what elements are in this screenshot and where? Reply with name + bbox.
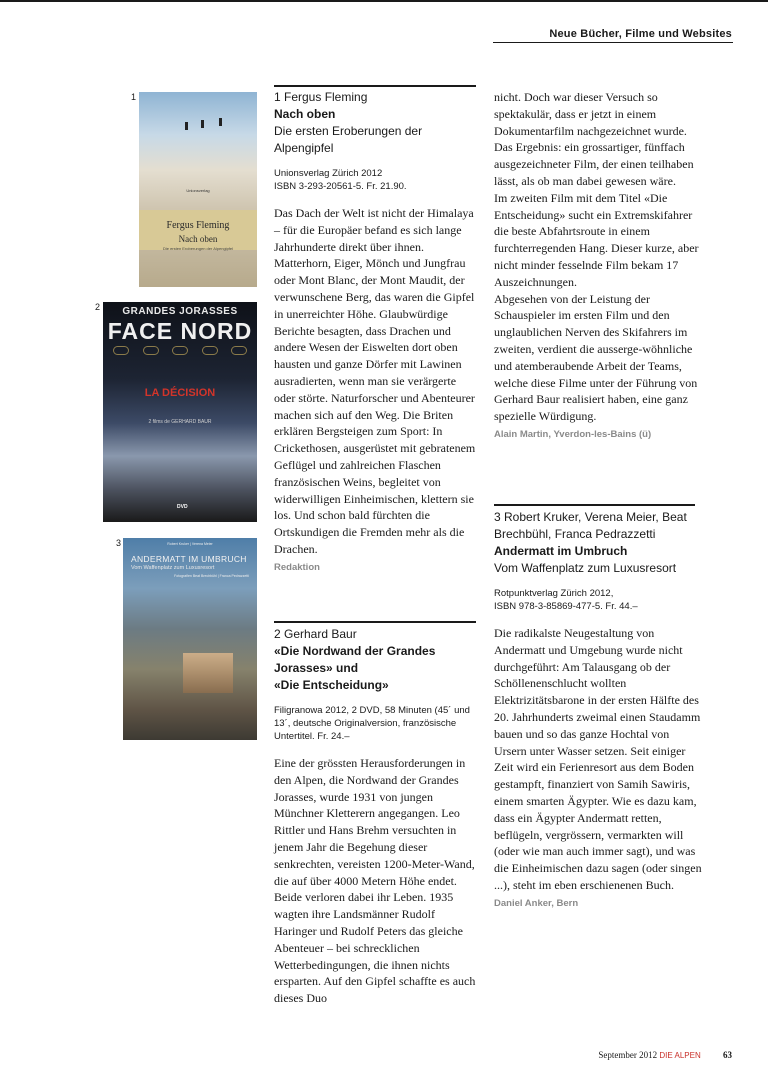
entry-3 xyxy=(494,509,704,909)
entry-3-subtitle: Vom Waffenplatz zum Luxusresort xyxy=(494,561,677,575)
cover-subtitle: Vom Waffenplatz zum Luxusresort xyxy=(131,565,215,571)
book-cover-andermatt xyxy=(123,538,257,740)
entry-2-title-line-2: Jorasses» und xyxy=(274,661,359,675)
entry-3-authors: 3 Robert Kruker, Verena Meier, Beat Brechbühl, Franca Pedrazzetti xyxy=(494,510,687,541)
laurel-icon xyxy=(143,346,159,355)
dvd-logo: DVD xyxy=(177,504,188,510)
entry-2-title-line-1: «Die Nordwand der Grandes xyxy=(274,644,436,658)
laurel-icon xyxy=(202,346,218,355)
entry-1-rule xyxy=(274,85,476,87)
entry-2-body: Eine der grössten Herausforderungen in den Alpen, die Nordwand der Grandes Jorasses, wurde 1931 von jungen Münchner Kletterern angegangen. Leo Rittler und Hans Brehm versuchten in jenem Jahr die Begehung dieser senkrechten, vereisten 1200-Meter-Wand, die auf über 4000 Metern Höhe endet. Beide verloren dabei ihr Leben. 1935 wagten ihre Landsmänner Rudolf Haringer und Rudolf Peters das gleiche Abenteuer – bei schrecklichen Wetterbedingungen, die ihnen nichts ersparten. Auf den Gipfel schaffte es auch dieses Duo xyxy=(274,756,476,1006)
entry-2 xyxy=(274,626,478,1007)
entry-3-signature: Daniel Anker, Bern xyxy=(494,897,579,909)
entry-2-author: 2 Gerhard Baur xyxy=(274,627,357,641)
cover-subtitle: Die ersten Eroberungen der Alpengipfel xyxy=(162,246,234,251)
footer-date: September 2012 xyxy=(598,1050,658,1060)
entry-2-rule xyxy=(274,621,476,623)
cover-photo-credit: Fotografien Beat Brechbühl | Franca Pedrazzetti xyxy=(174,574,249,578)
climber-figure xyxy=(201,120,204,128)
entry-1-signature: Redaktion xyxy=(274,561,320,573)
village-illustration xyxy=(183,653,233,693)
cover-number-2: 2 xyxy=(95,302,101,312)
cover-authors-small: Robert Kruker | Verena Meier xyxy=(167,542,213,546)
entry-1-publisher: Unionsverlag Zürich 2012 xyxy=(274,168,383,179)
entry-1-isbn: ISBN 3-293-20561-5. Fr. 21.90. xyxy=(274,181,407,192)
cover-publisher-small: Unionsverlag xyxy=(186,188,210,193)
cover-film-title: LA DÉCISION xyxy=(144,387,216,399)
entry-2-continued xyxy=(494,89,706,440)
award-laurels xyxy=(113,346,247,354)
entry-1 xyxy=(274,89,478,573)
section-title-underline xyxy=(493,42,733,43)
book-cover-nach-oben xyxy=(139,92,257,287)
cover-title: ANDERMATT IM UMBRUCH xyxy=(131,554,247,564)
entry-3-title: Andermatt im Umbruch xyxy=(494,544,628,558)
entry-3-isbn: ISBN 978-3-85869-477-5. Fr. 44.– xyxy=(494,601,638,612)
entry-2-publisher: Filigranowa 2012, 2 DVD, 58 Minuten (45´ und 13´, deutsche Originalversion, französische Untertitel. Fr. 24.– xyxy=(274,705,470,742)
entry-1-author: 1 Fergus Fleming xyxy=(274,90,368,104)
cover-title: Nach oben xyxy=(178,234,218,244)
footer-brand: DIE ALPEN xyxy=(659,1051,701,1060)
entry-2-title-line-3: «Die Entscheidung» xyxy=(274,678,389,692)
laurel-icon xyxy=(113,346,129,355)
entry-1-subtitle: Die ersten Eroberungen der Alpengipfel xyxy=(274,124,423,155)
top-rule xyxy=(0,0,768,2)
laurel-icon xyxy=(172,346,188,355)
entry-2-body-paragraph-3: Abgesehen von der Leistung der Schauspieler im ersten Film und den unglaublichen Nerven des Skifahrers im zweiten, verdient die ausserge-wöhnliche und atemberaubende Arbeit der Teams, welche diese Filme unter der Führung von Gerhard Baur realisiert haben, eine ganz spezielle Würdigung. xyxy=(494,291,698,424)
section-title: Neue Bücher, Filme und Websites xyxy=(549,28,732,40)
climber-figure xyxy=(185,122,188,130)
entry-2-body-continued: nicht. Doch war dieser Versuch so spektakulär, dass er jetzt in einem Dokumentarfilm nachgezeichnet wurde. Das Ergebnis: ein grossartiger, fünffach ausgezeichneter Film, der einen teilhaben lässt, als ob man dabei gewesen wäre. xyxy=(494,90,694,188)
cover-big-title: FACE NORD xyxy=(107,318,253,344)
entry-3-publisher: Rotpunktverlag Zürich 2012, xyxy=(494,588,614,599)
climber-figure xyxy=(219,118,222,126)
entry-1-body: Das Dach der Welt ist nicht der Himalaya – für die Europäer befand es sich lange Jahrhunderte direkt über ihnen. Matterhorn, Eiger, Mönch und Jungfrau oder Mont Blanc, der Mont Maudit, der verwunschene Berg, das waren die Gipfel in unerreichter Höhe. Glaubwürdige Berichte besagten, dass Drachen und andere Wesen der Eiswelten dort oben hausten und ganze Dörfer mit Lawinen ausradierten, wenn man sie verärgerte oder störte. Naturforscher und Abenteurer machen sich auf den Weg. Die Briten erklären Bergsteigen zum Sport: In Crickethosen, ausgerüstet mit gebratenem Geflügel und zahlreichen Flaschen französischen Weins, begleitet von widerwilligen Einheimischen, klettern sie los. Und schon bald fürchten die Ortskundigen die Fremden mehr als die Drachen. xyxy=(274,206,476,556)
cover-number-3: 3 xyxy=(116,538,122,548)
entry-3-body: Die radikalste Neugestaltung von Andermatt und Umgebung wurde nicht durchgeführt: Am Talausgang ob der Schöllenenschlucht wollten Elektrizitätsbarone in der ersten Hälfte des 20. Jahrhunderts zweimal einen Staudamm bauen und so das ganze Hochtal von Ursern unter Wasser setzen. Seit einiger Zeit wird ein Ferienresort aus dem Boden gestampft, finanziert von Samih Sawiris, einem smarten Ägypter. Wie es dazu kam, dass ein Ägypter Andermatt retten, beflügeln, vergrössern, vermarkten will (oder wie man auch immer sagt), und was die Einheimischen dazu sagen (oder singen ...), steht im eben erschienenen Buch. xyxy=(494,626,702,892)
dvd-cover-face-nord xyxy=(103,302,257,522)
cover-top-text: GRANDES JORASSES xyxy=(122,306,238,317)
entry-2-body-paragraph-2: Im zweiten Film mit dem Titel «Die Entscheidung» sucht ein Extremskifahrer die beste Abfahrtsroute in einem furchterregenden Hang. Dieser kurze, aber nicht minder fesselnde Film bekam 17 Auszeichnungen. xyxy=(494,190,699,289)
cover-credit: 2 films de GERHARD BAUR xyxy=(148,419,212,425)
laurel-icon xyxy=(231,346,247,355)
cover-author: Fergus Fleming xyxy=(166,220,230,231)
entry-1-title: Nach oben xyxy=(274,107,336,121)
entry-3-rule xyxy=(494,504,695,506)
entry-2-signature: Alain Martin, Yverdon-les-Bains (ü) xyxy=(494,428,652,440)
cover-number-1: 1 xyxy=(131,92,137,102)
page-footer xyxy=(598,1050,732,1060)
page-number: 63 xyxy=(723,1050,732,1060)
